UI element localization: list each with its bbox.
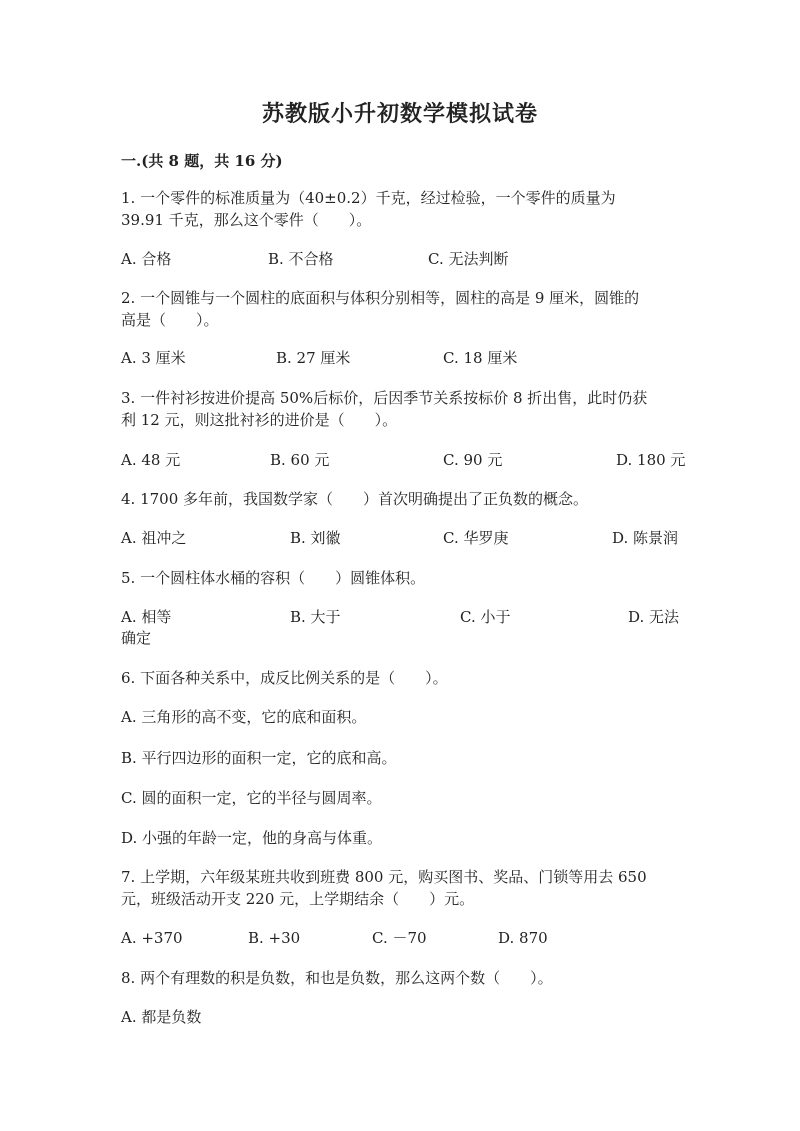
question-2-option-a: A. 3 厘米 — [121, 349, 186, 367]
question-4-option-c: C. 华罗庚 — [443, 529, 509, 547]
question-2-text: 2. 一个圆锥与一个圆柱的底面积与体积分别相等，圆柱的高是 9 厘米，圆锥的 — [121, 289, 640, 307]
question-5-option-c: C. 小于 — [460, 608, 511, 626]
question-1-option-b: B. 不合格 — [268, 250, 334, 268]
question-7-option-c: C. －70 — [372, 929, 427, 947]
question-3-option-b: B. 60 元 — [270, 451, 330, 469]
question-7-text-cont: 元，班级活动开支 220 元，上学期结余（ ）元。 — [121, 890, 475, 908]
question-8-text: 8. 两个有理数的积是负数，和也是负数，那么这两个数（ ）。 — [121, 969, 553, 987]
question-7-option-a: A. +370 — [121, 929, 183, 947]
question-6-option-d: D. 小强的年龄一定，他的身高与体重。 — [121, 829, 383, 847]
question-8-option-a: A. 都是负数 — [121, 1008, 202, 1026]
question-5-option-d: D. 无法 — [628, 608, 680, 626]
question-4-option-d: D. 陈景润 — [612, 529, 679, 547]
question-5-option-d-wrap: 确定 — [121, 629, 152, 647]
question-3-text: 3. 一件衬衫按进价提高 50%后标价，后因季节关系按标价 8 折出售，此时仍获 — [121, 389, 648, 407]
question-7-option-d: D. 870 — [498, 929, 548, 947]
question-1-option-a: A. 合格 — [121, 250, 172, 268]
question-3-text-cont: 利 12 元，则这批衬衫的进价是（ ）。 — [121, 411, 398, 429]
section-heading: 一.(共 8 题，共 16 分) — [121, 152, 283, 170]
question-2-option-b: B. 27 厘米 — [276, 349, 351, 367]
question-7-text: 7. 上学期，六年级某班共收到班费 800 元，购买图书、奖品、门锁等用去 650 — [121, 868, 647, 886]
question-6-option-a: A. 三角形的高不变，它的底和面积。 — [121, 708, 367, 726]
question-4-option-a: A. 祖冲之 — [121, 529, 187, 547]
question-5-text: 5. 一个圆柱体水桶的容积（ ）圆锥体积。 — [121, 569, 426, 587]
question-2-option-c: C. 18 厘米 — [443, 349, 518, 367]
question-1-text-cont: 39.91 千克，那么这个零件（ ）。 — [121, 211, 372, 229]
question-5-option-a: A. 相等 — [121, 608, 172, 626]
question-4-option-b: B. 刘徽 — [290, 529, 341, 547]
question-6-text: 6. 下面各种关系中，成反比例关系的是（ ）。 — [121, 669, 448, 687]
question-3-option-a: A. 48 元 — [121, 451, 181, 469]
question-4-text: 4. 1700 多年前，我国数学家（ ）首次明确提出了正负数的概念。 — [121, 490, 589, 508]
question-2-text-cont: 高是（ ）。 — [121, 311, 219, 329]
question-1-option-c: C. 无法判断 — [428, 250, 509, 268]
question-6-option-b: B. 平行四边形的面积一定，它的底和高。 — [121, 749, 397, 767]
question-1-text: 1. 一个零件的标准质量为（40±0.2）千克，经过检验，一个零件的质量为 — [121, 189, 616, 207]
question-3-option-d: D. 180 元 — [616, 451, 686, 469]
question-6-option-c: C. 圆的面积一定，它的半径与圆周率。 — [121, 789, 382, 807]
question-3-option-c: C. 90 元 — [443, 451, 503, 469]
page-title: 苏教版小升初数学模拟试卷 — [261, 101, 538, 127]
question-5-option-b: B. 大于 — [290, 608, 341, 626]
question-7-option-b: B. +30 — [248, 929, 301, 947]
